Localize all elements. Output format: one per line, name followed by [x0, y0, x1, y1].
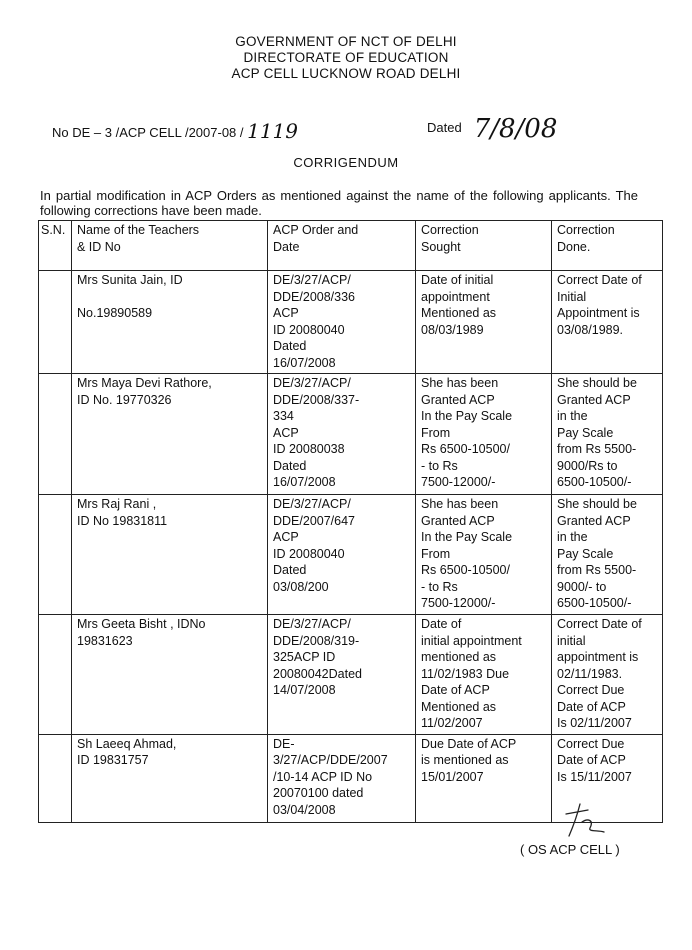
- header-sn: S.N.: [39, 221, 72, 271]
- cell-name: Mrs Raj Rani , ID No 19831811: [72, 495, 268, 615]
- cell-sought: Date of initial appointment Mentioned as 08/03/1989: [416, 271, 552, 374]
- cell-sn: [39, 734, 72, 822]
- cell-sought: She has been Granted ACP In the Pay Scale From Rs 6500-10500/ - to Rs 7500-12000/-: [416, 374, 552, 495]
- cell-order: DE/3/27/ACP/ DDE/2008/319- 325ACP ID 20080042Dated 14/07/2008: [268, 615, 416, 735]
- handwritten-reference-number: 1119: [247, 119, 299, 143]
- cell-name: Mrs Sunita Jain, ID No.19890589: [72, 271, 268, 374]
- header-sought: Correction Sought: [416, 221, 552, 271]
- table-header-row: [39, 221, 663, 271]
- dated-label: Dated: [427, 120, 462, 135]
- letterhead-line-1: GOVERNMENT OF NCT OF DELHI: [235, 34, 457, 49]
- cell-done: She should be Granted ACP in the Pay Scale from Rs 5500- 9000/- to 6500-10500/-: [552, 495, 663, 615]
- signature-scribble: [560, 800, 610, 840]
- cell-done: Correct Date of Initial Appointment is 03/08/1989.: [552, 271, 663, 374]
- intro-paragraph: In partial modification in ACP Orders as mentioned against the name of the following applicants. The following corrections have been made.: [40, 188, 638, 218]
- cell-sn: [39, 615, 72, 735]
- cell-name: Sh Laeeq Ahmad, ID 19831757: [72, 734, 268, 822]
- cell-name: Mrs Maya Devi Rathore, ID No. 19770326: [72, 374, 268, 495]
- cell-sn: [39, 271, 72, 374]
- table-row: [39, 271, 663, 374]
- cell-order: DE/3/27/ACP/ DDE/2007/647 ACP ID 20080040 Dated 03/08/200: [268, 495, 416, 615]
- cell-sn: [39, 495, 72, 615]
- cell-sought: She has been Granted ACP In the Pay Scale From Rs 6500-10500/ - to Rs 7500-12000/-: [416, 495, 552, 615]
- cell-done: She should be Granted ACP in the Pay Scale from Rs 5500- 9000/Rs to 6500-10500/-: [552, 374, 663, 495]
- letterhead-line-3: ACP CELL LUCKNOW ROAD DELHI: [231, 66, 461, 81]
- handwritten-date: 7/8/08: [473, 114, 558, 144]
- signature-stroke: [566, 804, 604, 836]
- cell-sn: [39, 374, 72, 495]
- cell-sought: Date of initial appointment mentioned as 11/02/1983 Due Date of ACP Mentioned as 11/02/2007: [416, 615, 552, 735]
- letterhead-line-2: DIRECTORATE OF EDUCATION: [243, 50, 449, 65]
- reference-number-text: No DE – 3 /ACP CELL /2007-08 /: [52, 125, 248, 140]
- document-title: CORRIGENDUM: [293, 155, 399, 170]
- cell-order: DE/3/27/ACP/ DDE/2008/337- 334 ACP ID 20080038 Dated 16/07/2008: [268, 374, 416, 495]
- letterhead: [0, 34, 692, 82]
- cell-order: DE- 3/27/ACP/DDE/2007 /10-14 ACP ID No 20070100 dated 03/04/2008: [268, 734, 416, 822]
- corrections-table: [38, 220, 663, 823]
- table-row: [39, 495, 663, 615]
- header-done: Correction Done.: [552, 221, 663, 271]
- header-name: Name of the Teachers & ID No: [72, 221, 268, 271]
- cell-name: Mrs Geeta Bisht , IDNo 19831623: [72, 615, 268, 735]
- header-order: ACP Order and Date: [268, 221, 416, 271]
- cell-sought: Due Date of ACP is mentioned as 15/01/2007: [416, 734, 552, 822]
- table-row: [39, 374, 663, 495]
- reference-number: [52, 118, 298, 142]
- signatory-label: ( OS ACP CELL ): [520, 842, 620, 857]
- cell-done: Correct Due Date of ACP Is 15/11/2007: [552, 734, 663, 822]
- cell-order: DE/3/27/ACP/ DDE/2008/336 ACP ID 20080040 Dated 16/07/2008: [268, 271, 416, 374]
- reference-date: [427, 113, 557, 143]
- cell-done: Correct Date of initial appointment is 02/11/1983. Correct Due Date of ACP Is 02/11/2007: [552, 615, 663, 735]
- table-row: [39, 615, 663, 735]
